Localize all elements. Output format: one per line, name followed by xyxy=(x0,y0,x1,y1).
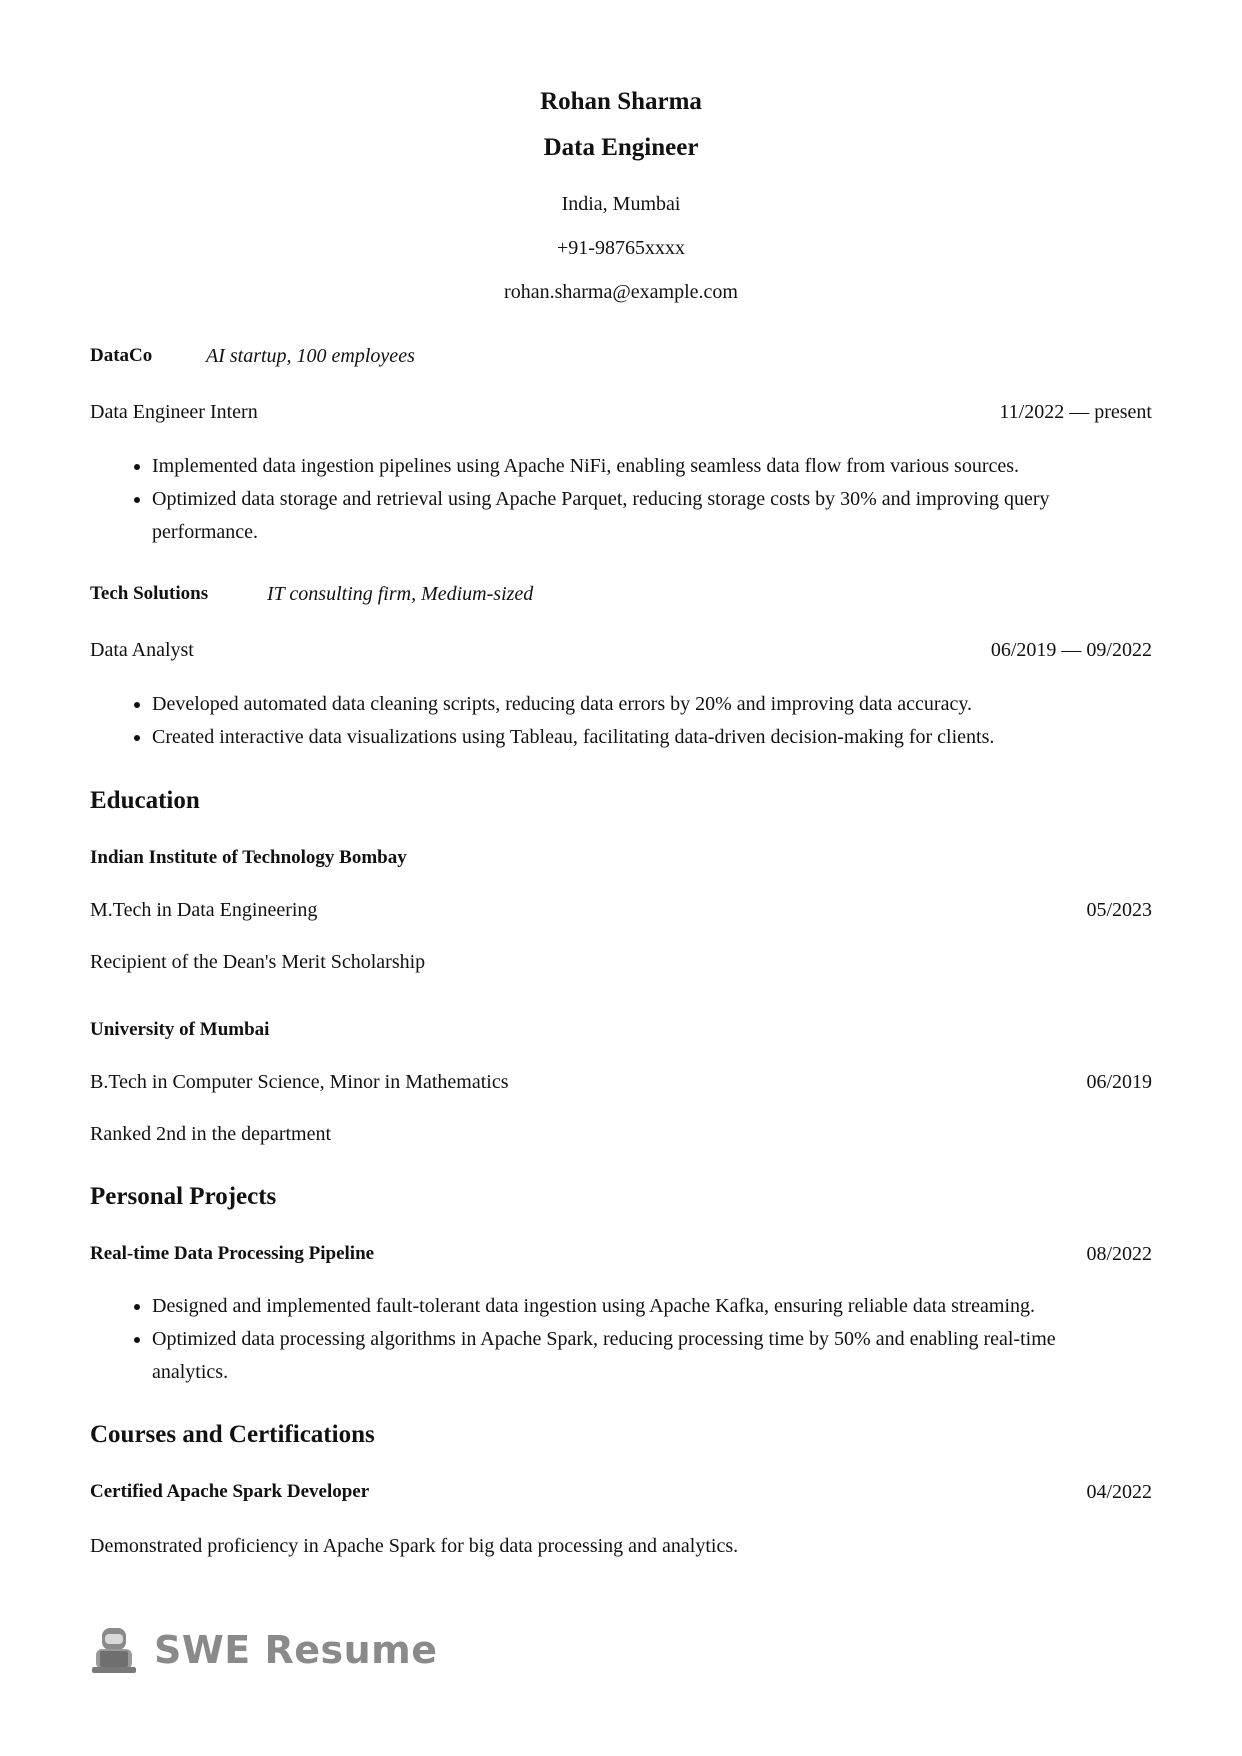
job-bullet: • Created interactive data visualizations using Tableau, facilitating data-driven decision-making for clients. xyxy=(152,721,1100,754)
candidate-location: India, Mumbai xyxy=(561,193,681,215)
candidate-phone: +91-98765xxxx xyxy=(557,237,685,259)
school-name: University of Mumbai xyxy=(90,1019,270,1040)
company-name: DataCo xyxy=(90,345,153,366)
job-dates: 11/2022 — present xyxy=(999,401,1152,423)
job-bullets xyxy=(90,450,1100,549)
swe-resume-logo xyxy=(90,1622,438,1678)
section-heading-certifications: Courses and Certifications xyxy=(90,1421,375,1448)
candidate-name: Rohan Sharma xyxy=(540,88,702,115)
job-bullets xyxy=(90,688,1100,754)
job-dates: 06/2019 — 09/2022 xyxy=(990,639,1152,661)
candidate-email: rohan.sharma@example.com xyxy=(504,281,738,303)
laptop-person-icon xyxy=(90,1625,138,1675)
job-bullet: • Implemented data ingestion pipelines using Apache NiFi, enabling seamless data flow from various sources. xyxy=(152,450,1100,483)
job-bullet: • Optimized data storage and retrieval using Apache Parquet, reducing storage costs by 30% and improving query performance. xyxy=(152,483,1100,549)
education-note: Recipient of the Dean's Merit Scholarship xyxy=(90,951,426,973)
certification-name: Certified Apache Spark Developer xyxy=(90,1481,370,1502)
candidate-title: Data Engineer xyxy=(543,134,699,161)
education-note: Ranked 2nd in the department xyxy=(90,1123,332,1145)
job-role: Data Engineer Intern xyxy=(90,401,258,423)
company-name: Tech Solutions xyxy=(90,583,209,604)
certification-description: Demonstrated proficiency in Apache Spark for big data processing and analytics. xyxy=(90,1535,739,1557)
section-heading-education: Education xyxy=(90,787,200,814)
company-description: AI startup, 100 employees xyxy=(206,345,415,367)
project-bullet: • Designed and implemented fault-tolerant data ingestion using Apache Kafka, ensuring reliable data streaming. xyxy=(152,1290,1100,1323)
project-date: 08/2022 xyxy=(1086,1243,1152,1265)
project-bullet: • Optimized data processing algorithms in Apache Spark, reducing processing time by 50% and enabling real-time analytics. xyxy=(152,1323,1100,1389)
school-name: Indian Institute of Technology Bombay xyxy=(90,847,407,868)
project-bullets xyxy=(90,1290,1100,1389)
section-heading-projects: Personal Projects xyxy=(90,1183,277,1210)
degree: M.Tech in Data Engineering xyxy=(90,899,318,921)
company-description: IT consulting firm, Medium-sized xyxy=(267,583,534,605)
certification-date: 04/2022 xyxy=(1086,1481,1152,1503)
job-bullet: • Developed automated data cleaning scripts, reducing data errors by 20% and improving data accuracy. xyxy=(152,688,1100,721)
project-name: Real-time Data Processing Pipeline xyxy=(90,1243,375,1264)
degree-date: 06/2019 xyxy=(1086,1071,1152,1093)
logo-text: SWE Resume xyxy=(154,1628,438,1672)
job-role: Data Analyst xyxy=(90,639,194,661)
degree: B.Tech in Computer Science, Minor in Mathematics xyxy=(90,1071,509,1093)
degree-date: 05/2023 xyxy=(1086,899,1152,921)
